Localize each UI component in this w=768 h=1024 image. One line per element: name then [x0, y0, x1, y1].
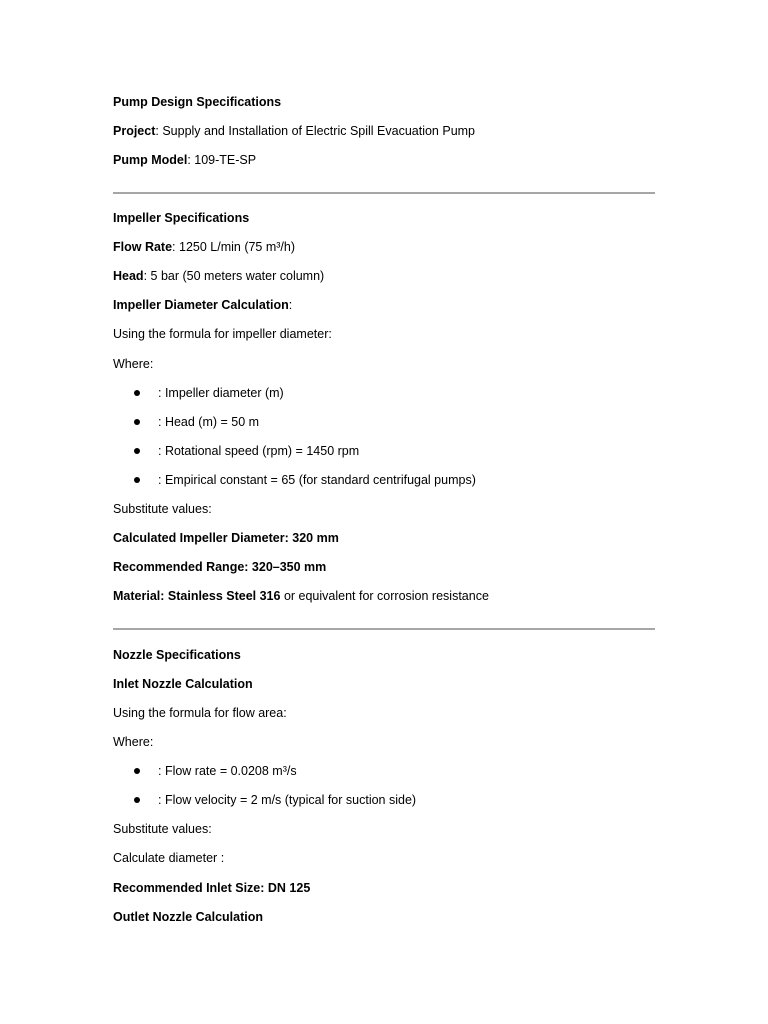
calculate-diameter: Calculate diameter :	[113, 851, 225, 865]
impeller-bullet-3: : Rotational speed (rpm) = 1450 rpm	[158, 444, 360, 458]
nozzle-bullet-1: : Flow rate = 0.0208 m³/s	[158, 764, 297, 778]
recommended-range-label: Recommended Range	[113, 560, 245, 574]
recommended-range-sep: :	[244, 560, 252, 574]
inlet-size-sep: :	[260, 881, 268, 895]
divider-2	[113, 628, 655, 630]
pump-model-line	[113, 152, 256, 168]
bullet-icon	[134, 797, 140, 803]
bullet-icon	[134, 390, 140, 396]
impeller-bullet-1: : Impeller diameter (m)	[158, 386, 284, 400]
impeller-heading: Impeller Specifications	[113, 211, 250, 225]
head-line	[113, 268, 324, 284]
pump-model-value: : 109-TE-SP	[187, 153, 257, 167]
recommended-range-line	[113, 559, 326, 575]
impeller-diameter-calc-line	[113, 297, 292, 313]
material-line	[113, 588, 489, 604]
impeller-diameter-calc-label: Impeller Diameter Calculation	[113, 298, 289, 312]
head-value: : 5 bar (50 meters water column)	[143, 269, 325, 283]
calculated-diameter-value: 320 mm	[292, 531, 339, 545]
flow-rate-line	[113, 239, 295, 255]
recommended-range-value: 320–350 mm	[251, 560, 327, 574]
inlet-size-value: DN 125	[267, 881, 311, 895]
nozzle-substitute: Substitute values:	[113, 822, 212, 836]
nozzle-formula-intro: Using the formula for flow area:	[113, 706, 287, 720]
impeller-diameter-calc-suffix: :	[288, 298, 293, 312]
impeller-formula-intro: Using the formula for impeller diameter:	[113, 327, 332, 341]
impeller-where: Where:	[113, 357, 154, 371]
project-label: Project	[113, 124, 156, 138]
project-line	[113, 123, 475, 139]
divider-1	[113, 192, 655, 194]
flow-rate-value: : 1250 L/min (75 m³/h)	[172, 240, 296, 254]
material-sep: :	[160, 589, 168, 603]
inlet-nozzle-heading: Inlet Nozzle Calculation	[113, 677, 253, 691]
bullet-icon	[134, 768, 140, 774]
calculated-diameter-sep: :	[284, 531, 293, 545]
project-value: : Supply and Installation of Electric Spill Evacuation Pump	[155, 124, 476, 138]
material-value: Stainless Steel 316	[167, 589, 281, 603]
nozzle-heading: Nozzle Specifications	[113, 648, 241, 662]
bullet-icon	[134, 448, 140, 454]
inlet-size-label: Recommended Inlet Size	[113, 881, 261, 895]
bullet-icon	[134, 477, 140, 483]
nozzle-bullet-2: : Flow velocity = 2 m/s (typical for suction side)	[158, 793, 417, 807]
material-suffix: or equivalent for corrosion resistance	[280, 589, 489, 603]
document-title: Pump Design Specifications	[113, 95, 282, 109]
calculated-diameter-line	[113, 530, 339, 546]
nozzle-where: Where:	[113, 735, 154, 749]
calculated-diameter-label: Calculated Impeller Diameter	[113, 531, 285, 545]
material-label: Material	[113, 589, 161, 603]
inlet-size-line	[113, 880, 310, 896]
impeller-substitute: Substitute values:	[113, 502, 212, 516]
head-label: Head	[113, 269, 144, 283]
outlet-nozzle-heading: Outlet Nozzle Calculation	[113, 910, 264, 924]
flow-rate-label: Flow Rate	[113, 240, 173, 254]
impeller-bullet-2: : Head (m) = 50 m	[158, 415, 260, 429]
impeller-bullet-4: : Empirical constant = 65 (for standard centrifugal pumps)	[158, 473, 476, 487]
pump-model-label: Pump Model	[113, 153, 188, 167]
bullet-icon	[134, 419, 140, 425]
